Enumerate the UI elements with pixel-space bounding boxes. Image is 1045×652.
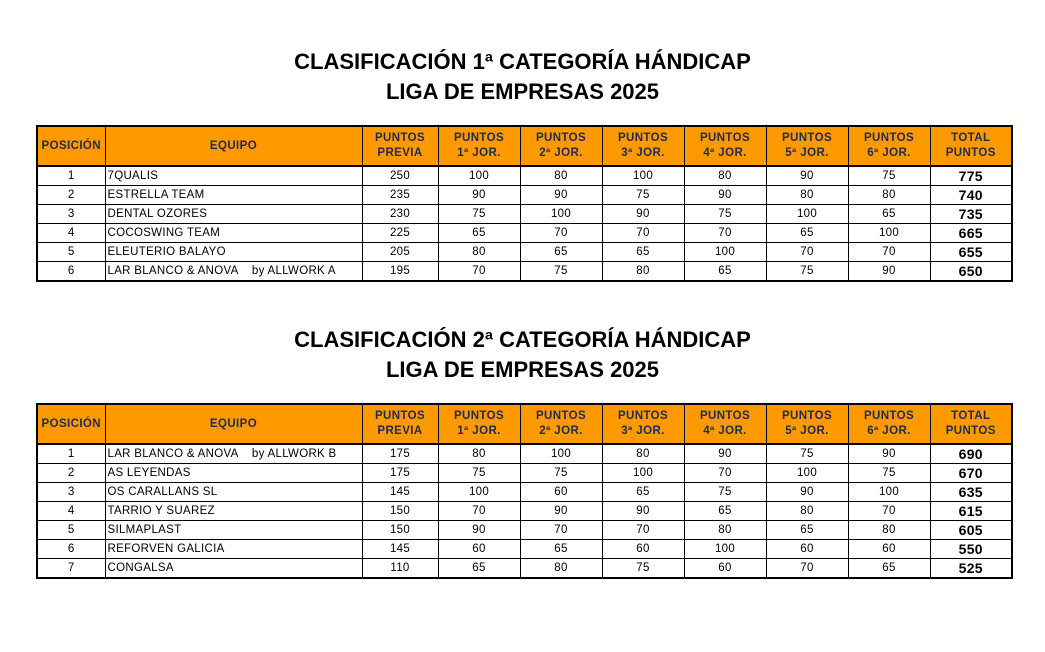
- cell-prev: 205: [362, 243, 438, 262]
- cell-j1: 80: [438, 243, 520, 262]
- table-row: [37, 243, 1012, 262]
- cell-j4: 100: [684, 243, 766, 262]
- header-j6: PUNTOS 6ª JOR.: [848, 404, 930, 444]
- cell-j1: 70: [438, 502, 520, 521]
- cell-j6: 65: [848, 205, 930, 224]
- cell-j2: 60: [520, 483, 602, 502]
- header-position: POSICIÓN: [37, 126, 105, 166]
- cell-prev: 150: [362, 521, 438, 540]
- cell-j4: 80: [684, 521, 766, 540]
- cell-total: 670: [930, 464, 1012, 483]
- table-row: [37, 205, 1012, 224]
- cell-position: 4: [37, 502, 105, 521]
- cell-position: 6: [37, 262, 105, 282]
- section-2-title-line-1: CLASIFICACIÓN 2ª CATEGORÍA HÁNDICAP: [294, 327, 751, 352]
- section-2-title-line-2: LIGA DE EMPRESAS 2025: [385, 357, 660, 382]
- header-j3: PUNTOS 3ª JOR.: [602, 126, 684, 166]
- cell-j4: 65: [684, 502, 766, 521]
- cell-j2: 80: [520, 166, 602, 186]
- cell-team: SILMAPLAST: [105, 521, 362, 540]
- cell-prev: 225: [362, 224, 438, 243]
- cell-j6: 75: [848, 464, 930, 483]
- cell-j2: 100: [520, 444, 602, 464]
- header-prev: PUNTOS PREVIA: [362, 126, 438, 166]
- cell-j1: 65: [438, 559, 520, 579]
- cell-prev: 235: [362, 186, 438, 205]
- table-row: [37, 540, 1012, 559]
- cell-j3: 65: [602, 243, 684, 262]
- cell-j2: 75: [520, 262, 602, 282]
- cell-team: REFORVEN GALICIA: [105, 540, 362, 559]
- cell-j3: 60: [602, 540, 684, 559]
- cell-team: ESTRELLA TEAM: [105, 186, 362, 205]
- cell-team: DENTAL OZORES: [105, 205, 362, 224]
- cell-position: 1: [37, 166, 105, 186]
- cell-prev: 110: [362, 559, 438, 579]
- cell-prev: 175: [362, 464, 438, 483]
- header-j5: PUNTOS 5ª JOR.: [766, 404, 848, 444]
- cell-prev: 145: [362, 483, 438, 502]
- cell-total: 650: [930, 262, 1012, 282]
- table-row: [37, 502, 1012, 521]
- cell-j2: 90: [520, 502, 602, 521]
- cell-total: 605: [930, 521, 1012, 540]
- cell-team: TARRIO Y SUAREZ: [105, 502, 362, 521]
- cell-j6: 70: [848, 243, 930, 262]
- cell-prev: 195: [362, 262, 438, 282]
- cell-j6: 100: [848, 224, 930, 243]
- cell-position: 4: [37, 224, 105, 243]
- cell-j3: 70: [602, 521, 684, 540]
- cell-j5: 80: [766, 186, 848, 205]
- cell-j4: 75: [684, 205, 766, 224]
- cell-j6: 70: [848, 502, 930, 521]
- cell-j6: 100: [848, 483, 930, 502]
- cell-j5: 100: [766, 205, 848, 224]
- cell-j6: 60: [848, 540, 930, 559]
- header-j1: PUNTOS 1ª JOR.: [438, 404, 520, 444]
- cell-j1: 60: [438, 540, 520, 559]
- cell-j6: 90: [848, 444, 930, 464]
- cell-prev: 250: [362, 166, 438, 186]
- table-row: [37, 166, 1012, 186]
- header-j2: PUNTOS 2ª JOR.: [520, 404, 602, 444]
- cell-position: 7: [37, 559, 105, 579]
- cell-j1: 100: [438, 166, 520, 186]
- cell-j2: 75: [520, 464, 602, 483]
- header-total: TOTAL PUNTOS: [930, 404, 1012, 444]
- cell-position: 3: [37, 205, 105, 224]
- cell-j3: 80: [602, 262, 684, 282]
- header-team: EQUIPO: [105, 404, 362, 444]
- cell-team: CONGALSA: [105, 559, 362, 579]
- table-row: [37, 464, 1012, 483]
- cell-team: ELEUTERIO BALAYO: [105, 243, 362, 262]
- cell-total: 550: [930, 540, 1012, 559]
- cell-j5: 75: [766, 444, 848, 464]
- cell-j2: 80: [520, 559, 602, 579]
- cell-j6: 80: [848, 521, 930, 540]
- cell-j6: 75: [848, 166, 930, 186]
- cell-total: 735: [930, 205, 1012, 224]
- cell-j4: 90: [684, 444, 766, 464]
- cell-j4: 60: [684, 559, 766, 579]
- cell-position: 1: [37, 444, 105, 464]
- cell-j3: 90: [602, 205, 684, 224]
- cell-total: 635: [930, 483, 1012, 502]
- cell-position: 2: [37, 464, 105, 483]
- cell-team: AS LEYENDAS: [105, 464, 362, 483]
- cell-j3: 100: [602, 464, 684, 483]
- cell-j2: 65: [520, 540, 602, 559]
- cell-prev: 145: [362, 540, 438, 559]
- cell-j1: 75: [438, 205, 520, 224]
- cell-team: OS CARALLANS SL: [105, 483, 362, 502]
- header-j3: PUNTOS 3ª JOR.: [602, 404, 684, 444]
- section-1-title-line-1: CLASIFICACIÓN 1ª CATEGORÍA HÁNDICAP: [294, 49, 751, 74]
- cell-total: 775: [930, 166, 1012, 186]
- header-total: TOTAL PUNTOS: [930, 126, 1012, 166]
- cell-j5: 75: [766, 262, 848, 282]
- cell-j4: 90: [684, 186, 766, 205]
- cell-j4: 65: [684, 262, 766, 282]
- cell-prev: 175: [362, 444, 438, 464]
- cell-j5: 80: [766, 502, 848, 521]
- cell-j2: 70: [520, 521, 602, 540]
- header-row: [37, 126, 1012, 166]
- header-j4: PUNTOS 4ª JOR.: [684, 404, 766, 444]
- cell-position: 5: [37, 243, 105, 262]
- cell-total: 665: [930, 224, 1012, 243]
- ranking-table-1: [36, 125, 1013, 282]
- cell-j4: 100: [684, 540, 766, 559]
- table-row: [37, 444, 1012, 464]
- header-j1: PUNTOS 1ª JOR.: [438, 126, 520, 166]
- header-j2: PUNTOS 2ª JOR.: [520, 126, 602, 166]
- cell-total: 740: [930, 186, 1012, 205]
- cell-j2: 70: [520, 224, 602, 243]
- cell-total: 525: [930, 559, 1012, 579]
- cell-j1: 75: [438, 464, 520, 483]
- cell-total: 655: [930, 243, 1012, 262]
- cell-j3: 80: [602, 444, 684, 464]
- header-prev: PUNTOS PREVIA: [362, 404, 438, 444]
- cell-position: 5: [37, 521, 105, 540]
- cell-j5: 65: [766, 224, 848, 243]
- cell-j1: 65: [438, 224, 520, 243]
- cell-j3: 65: [602, 483, 684, 502]
- table-row: [37, 559, 1012, 579]
- cell-j4: 75: [684, 483, 766, 502]
- cell-j4: 80: [684, 166, 766, 186]
- cell-j4: 70: [684, 464, 766, 483]
- cell-j2: 100: [520, 205, 602, 224]
- cell-total: 615: [930, 502, 1012, 521]
- header-j4: PUNTOS 4ª JOR.: [684, 126, 766, 166]
- table-row: [37, 262, 1012, 282]
- cell-position: 2: [37, 186, 105, 205]
- cell-prev: 150: [362, 502, 438, 521]
- cell-j3: 90: [602, 502, 684, 521]
- cell-j6: 65: [848, 559, 930, 579]
- cell-j2: 90: [520, 186, 602, 205]
- header-team: EQUIPO: [105, 126, 362, 166]
- cell-j5: 90: [766, 166, 848, 186]
- cell-j6: 80: [848, 186, 930, 205]
- cell-j1: 100: [438, 483, 520, 502]
- cell-j5: 90: [766, 483, 848, 502]
- cell-j5: 60: [766, 540, 848, 559]
- cell-j1: 70: [438, 262, 520, 282]
- section-1-title-line-2: LIGA DE EMPRESAS 2025: [385, 79, 660, 104]
- cell-j3: 75: [602, 559, 684, 579]
- cell-j1: 90: [438, 186, 520, 205]
- cell-j5: 70: [766, 243, 848, 262]
- cell-j5: 100: [766, 464, 848, 483]
- cell-j6: 90: [848, 262, 930, 282]
- header-position: POSICIÓN: [37, 404, 105, 444]
- cell-position: 3: [37, 483, 105, 502]
- cell-j3: 100: [602, 166, 684, 186]
- table-row: [37, 483, 1012, 502]
- cell-j1: 80: [438, 444, 520, 464]
- cell-j1: 90: [438, 521, 520, 540]
- cell-j5: 65: [766, 521, 848, 540]
- header-j6: PUNTOS 6ª JOR.: [848, 126, 930, 166]
- ranking-table-2: [36, 403, 1013, 579]
- cell-j3: 70: [602, 224, 684, 243]
- cell-team: COCOSWING TEAM: [105, 224, 362, 243]
- cell-team: LAR BLANCO & ANOVA by ALLWORK A: [105, 262, 362, 282]
- table-row: [37, 224, 1012, 243]
- cell-j4: 70: [684, 224, 766, 243]
- cell-team: LAR BLANCO & ANOVA by ALLWORK B: [105, 444, 362, 464]
- cell-prev: 230: [362, 205, 438, 224]
- table-row: [37, 186, 1012, 205]
- cell-position: 6: [37, 540, 105, 559]
- cell-total: 690: [930, 444, 1012, 464]
- section-1-title: [0, 47, 1045, 107]
- cell-j5: 70: [766, 559, 848, 579]
- table-row: [37, 521, 1012, 540]
- header-j5: PUNTOS 5ª JOR.: [766, 126, 848, 166]
- section-2-title: [0, 325, 1045, 385]
- header-row: [37, 404, 1012, 444]
- cell-team: 7QUALIS: [105, 166, 362, 186]
- cell-j3: 75: [602, 186, 684, 205]
- cell-j2: 65: [520, 243, 602, 262]
